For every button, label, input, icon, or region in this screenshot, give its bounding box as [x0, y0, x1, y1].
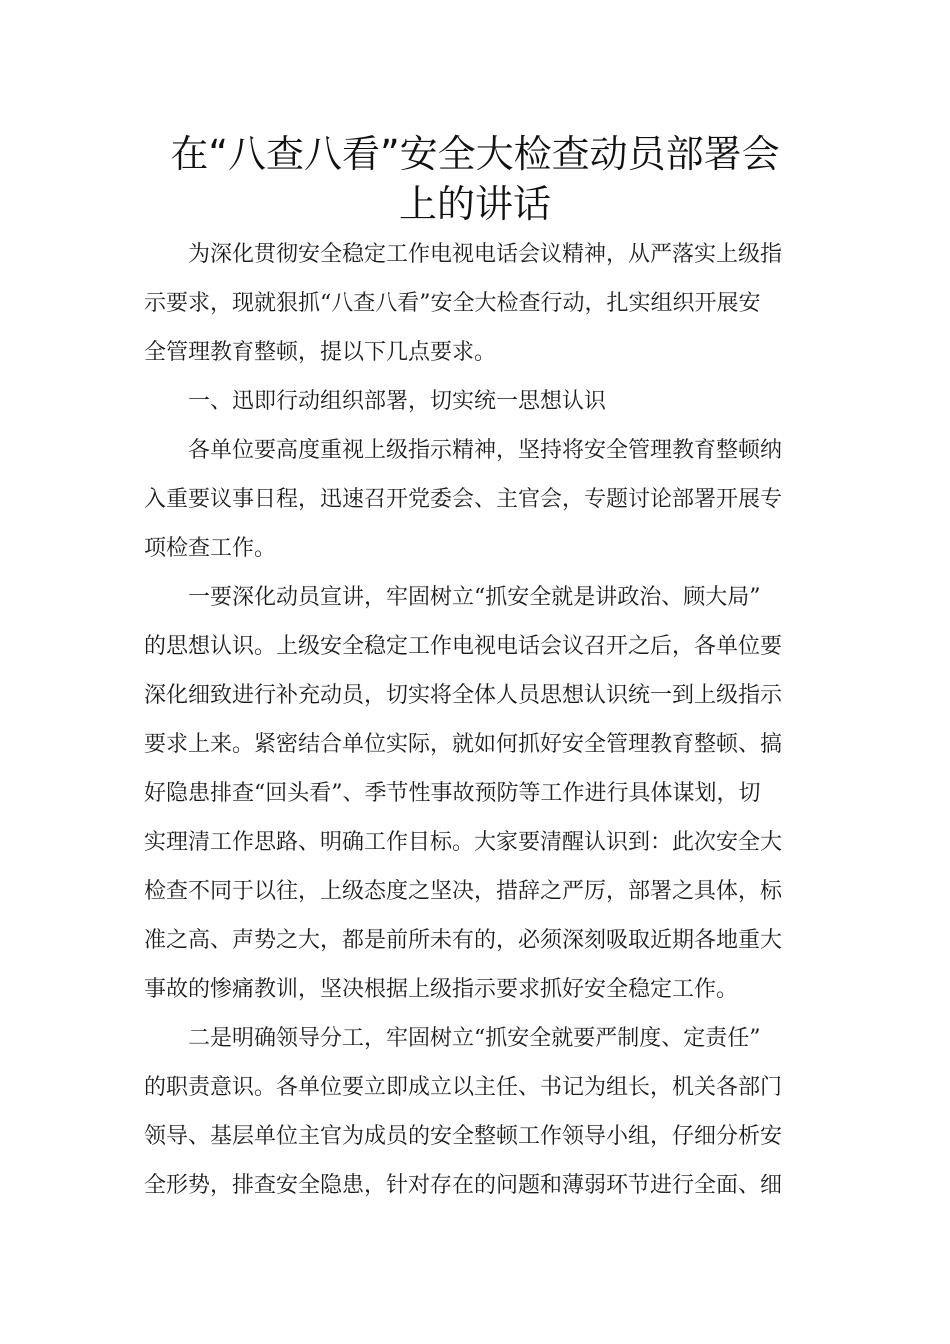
text-line: 的思想认识。上级安全稳定工作电视电话会议召开之后，各单位要	[144, 634, 783, 659]
text-line: 检查不同于以往，上级态度之坚决，措辞之严厉，部署之具体，标	[144, 879, 783, 904]
text-line: 一要深化动员宣讲，牢固树立“抓安全就是讲政治、顾大局”	[188, 585, 761, 610]
text-line: 实理清工作思路、明确工作目标。大家要清醒认识到：此次安全大	[144, 830, 783, 855]
paragraph	[144, 426, 814, 573]
section-heading	[144, 377, 814, 426]
text-line: 事故的惨痛教训，坚决根据上级指示要求抓好安全稳定工作。	[144, 977, 739, 1002]
text-line: 一、迅即行动组织部署，切实统一思想认识	[188, 389, 607, 414]
text-line: 全形势，排查安全隐患，针对存在的问题和薄弱环节进行全面、细	[144, 1173, 783, 1198]
paragraph	[144, 1014, 814, 1210]
text-line: 的职责意识。各单位要立即成立以主任、书记为组长，机关各部门	[144, 1075, 783, 1100]
text-line: 好隐患排查“回头看”、季节性事故预防等工作进行具体谋划，切	[144, 781, 761, 806]
text-line: 全管理教育整顿，提以下几点要求。	[144, 340, 497, 365]
text-line: 为深化贯彻安全稳定工作电视电话会议精神，从严落实上级指	[188, 242, 783, 267]
text-line: 准之高、声势之大，都是前所未有的，必须深刻吸取近期各地重大	[144, 928, 783, 953]
text-line: 入重要议事日程，迅速召开党委会、主官会，专题讨论部署开展专	[144, 487, 783, 512]
document-title-line-2: 上的讲话	[398, 182, 551, 226]
text-line: 领导、基层单位主官为成员的安全整顿工作领导小组，仔细分析安	[144, 1124, 783, 1149]
text-line: 示要求，现就狠抓“八查八看”安全大检查行动，扎实组织开展安	[144, 291, 761, 316]
text-line: 各单位要高度重视上级指示精神，坚持将安全管理教育整顿纳	[188, 438, 783, 463]
text-line: 深化细致进行补充动员，切实将全体人员思想认识统一到上级指示	[144, 683, 783, 708]
document-body	[144, 230, 814, 1210]
paragraph	[144, 230, 814, 377]
text-line: 要求上来。紧密结合单位实际，就如何抓好安全管理教育整顿、搞	[144, 732, 783, 757]
text-line: 二是明确领导分工，牢固树立“抓安全就要严制度、定责任”	[188, 1026, 761, 1051]
text-line: 项检查工作。	[144, 536, 277, 561]
paragraph	[144, 573, 814, 1014]
document-title-line-1: 在“八查八看”安全大检查动员部署会	[170, 132, 780, 176]
